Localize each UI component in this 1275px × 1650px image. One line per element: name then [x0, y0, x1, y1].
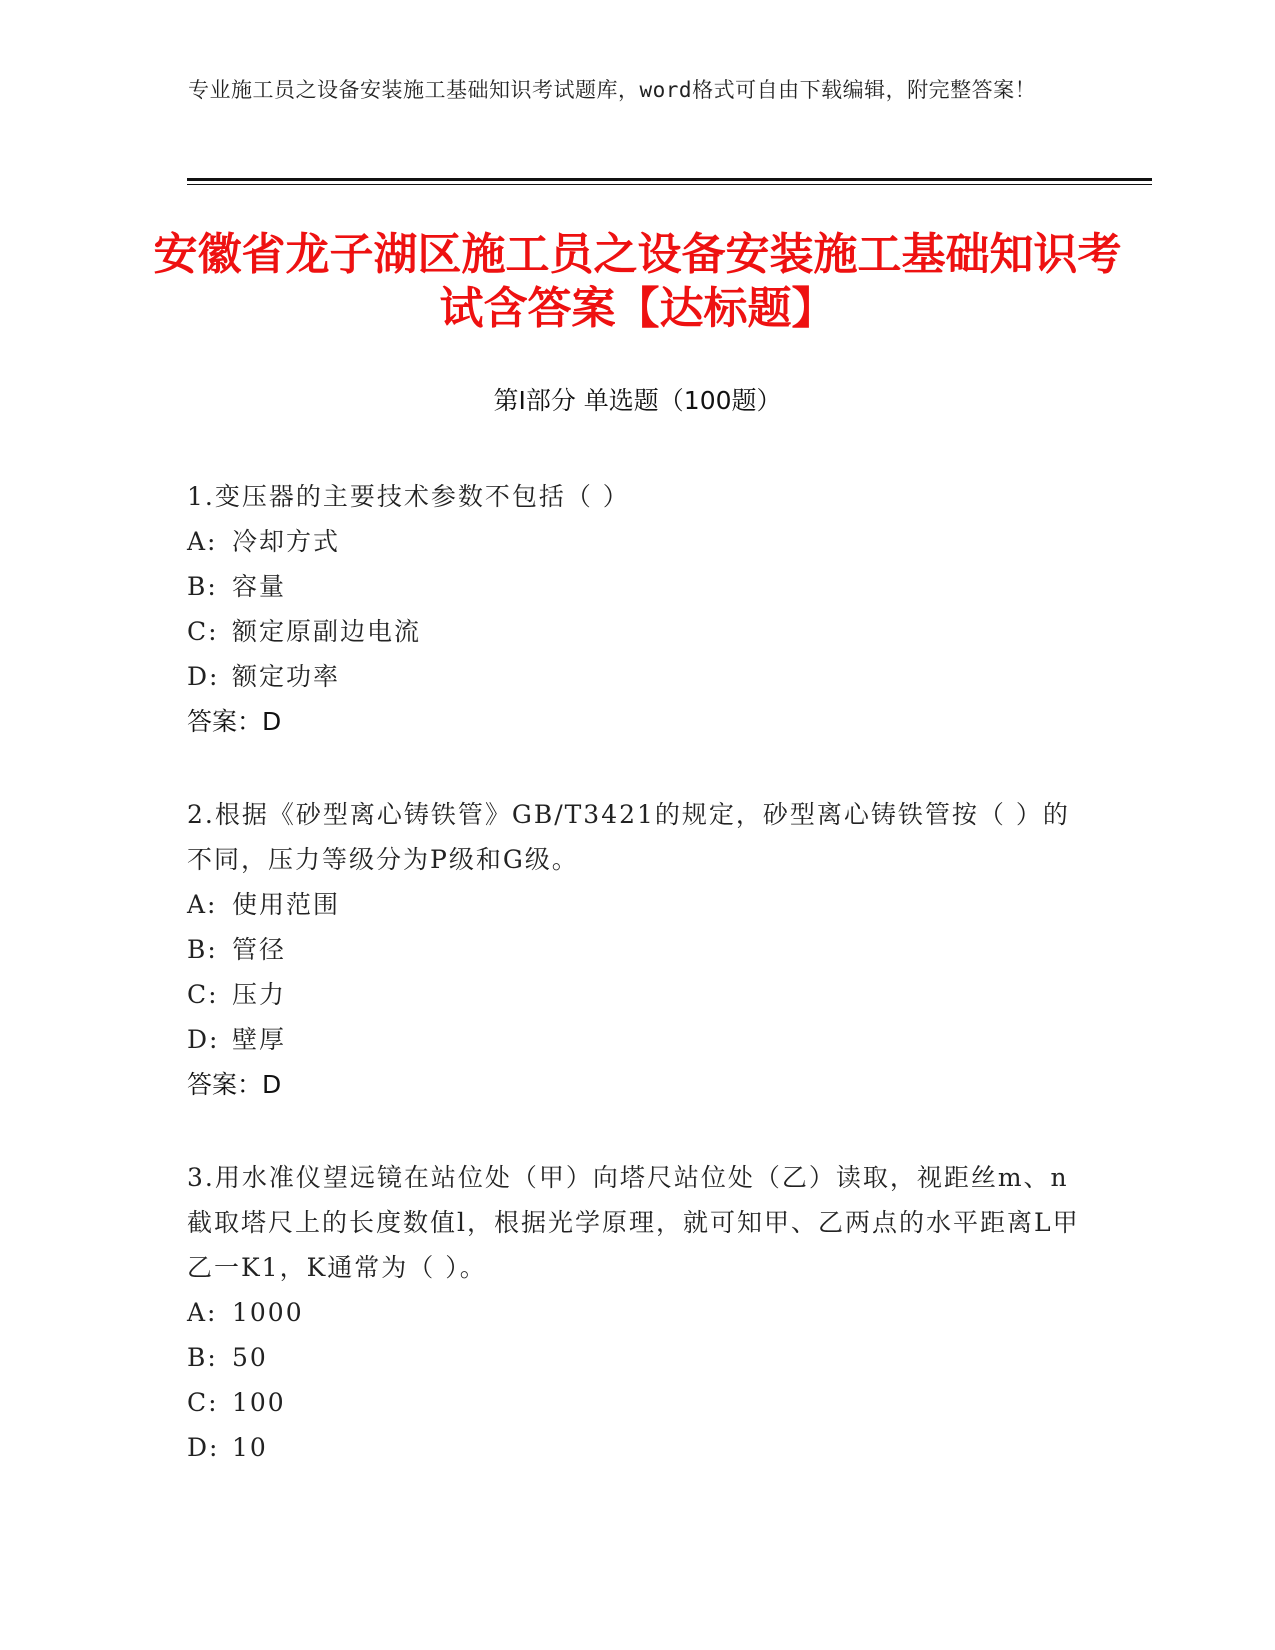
question-1	[187, 474, 1087, 744]
header-rule-thin	[187, 184, 1152, 185]
document-title: 安徽省龙子湖区施工员之设备安装施工基础知识考试含答案【达标题】	[153, 229, 1122, 334]
option-a	[187, 882, 1087, 927]
option-b	[187, 1335, 1087, 1380]
option-text: 100	[232, 1388, 286, 1417]
option-text: 压力	[232, 980, 287, 1009]
option-letter: B:	[187, 572, 218, 601]
option-letter: D:	[187, 662, 220, 691]
option-letter: B:	[187, 935, 218, 964]
option-text: 50	[232, 1343, 268, 1372]
question-3	[187, 1155, 1087, 1470]
option-a	[187, 1290, 1087, 1335]
header-rule-thick	[187, 178, 1152, 181]
option-letter: A:	[187, 527, 218, 556]
option-text: 额定原副边电流	[232, 617, 422, 646]
option-text: 使用范围	[232, 890, 341, 919]
option-letter: B:	[187, 1343, 218, 1372]
option-text: 壁厚	[232, 1025, 287, 1054]
question-2	[187, 792, 1087, 1107]
option-d	[187, 1425, 1087, 1470]
answer-line: 答案：D	[187, 1070, 282, 1099]
option-a	[187, 519, 1087, 564]
option-b	[187, 564, 1087, 609]
section-heading: 第Ⅰ部分 单选题（100题）	[493, 386, 782, 415]
option-text: 管径	[232, 935, 287, 964]
option-c	[187, 1380, 1087, 1425]
option-text: 冷却方式	[232, 527, 341, 556]
option-text: 10	[232, 1433, 268, 1462]
option-letter: A:	[187, 890, 218, 919]
question-text: 2.根据《砂型离心铸铁管》GB/T3421的规定，砂型离心铸铁管按（ ）的不同，压力等级分为P级和G级。	[187, 800, 1070, 874]
option-text: 额定功率	[232, 662, 341, 691]
option-letter: D:	[187, 1025, 220, 1054]
question-text: 1.变压器的主要技术参数不包括（ ）	[187, 482, 630, 511]
option-letter: C:	[187, 617, 219, 646]
option-b	[187, 927, 1087, 972]
option-d	[187, 1017, 1087, 1062]
question-text: 3.用水准仪望远镜在站位处（甲）向塔尺站位处（乙）读取，视距丝m、n截取塔尺上的长度数值l，根据光学原理，就可知甲、乙两点的水平距离L甲乙一K1，K通常为（ ）。	[187, 1163, 1080, 1282]
option-text: 1000	[232, 1298, 304, 1327]
option-letter: C:	[187, 1388, 219, 1417]
option-letter: A:	[187, 1298, 218, 1327]
header-note: 专业施工员之设备安装施工基础知识考试题库，word格式可自由下载编辑，附完整答案！	[188, 78, 1037, 102]
answer-line: 答案：D	[187, 707, 282, 736]
option-c	[187, 609, 1087, 654]
option-letter: D:	[187, 1433, 220, 1462]
option-c	[187, 972, 1087, 1017]
option-text: 容量	[232, 572, 287, 601]
question-list	[187, 474, 1087, 1518]
option-letter: C:	[187, 980, 219, 1009]
option-d	[187, 654, 1087, 699]
